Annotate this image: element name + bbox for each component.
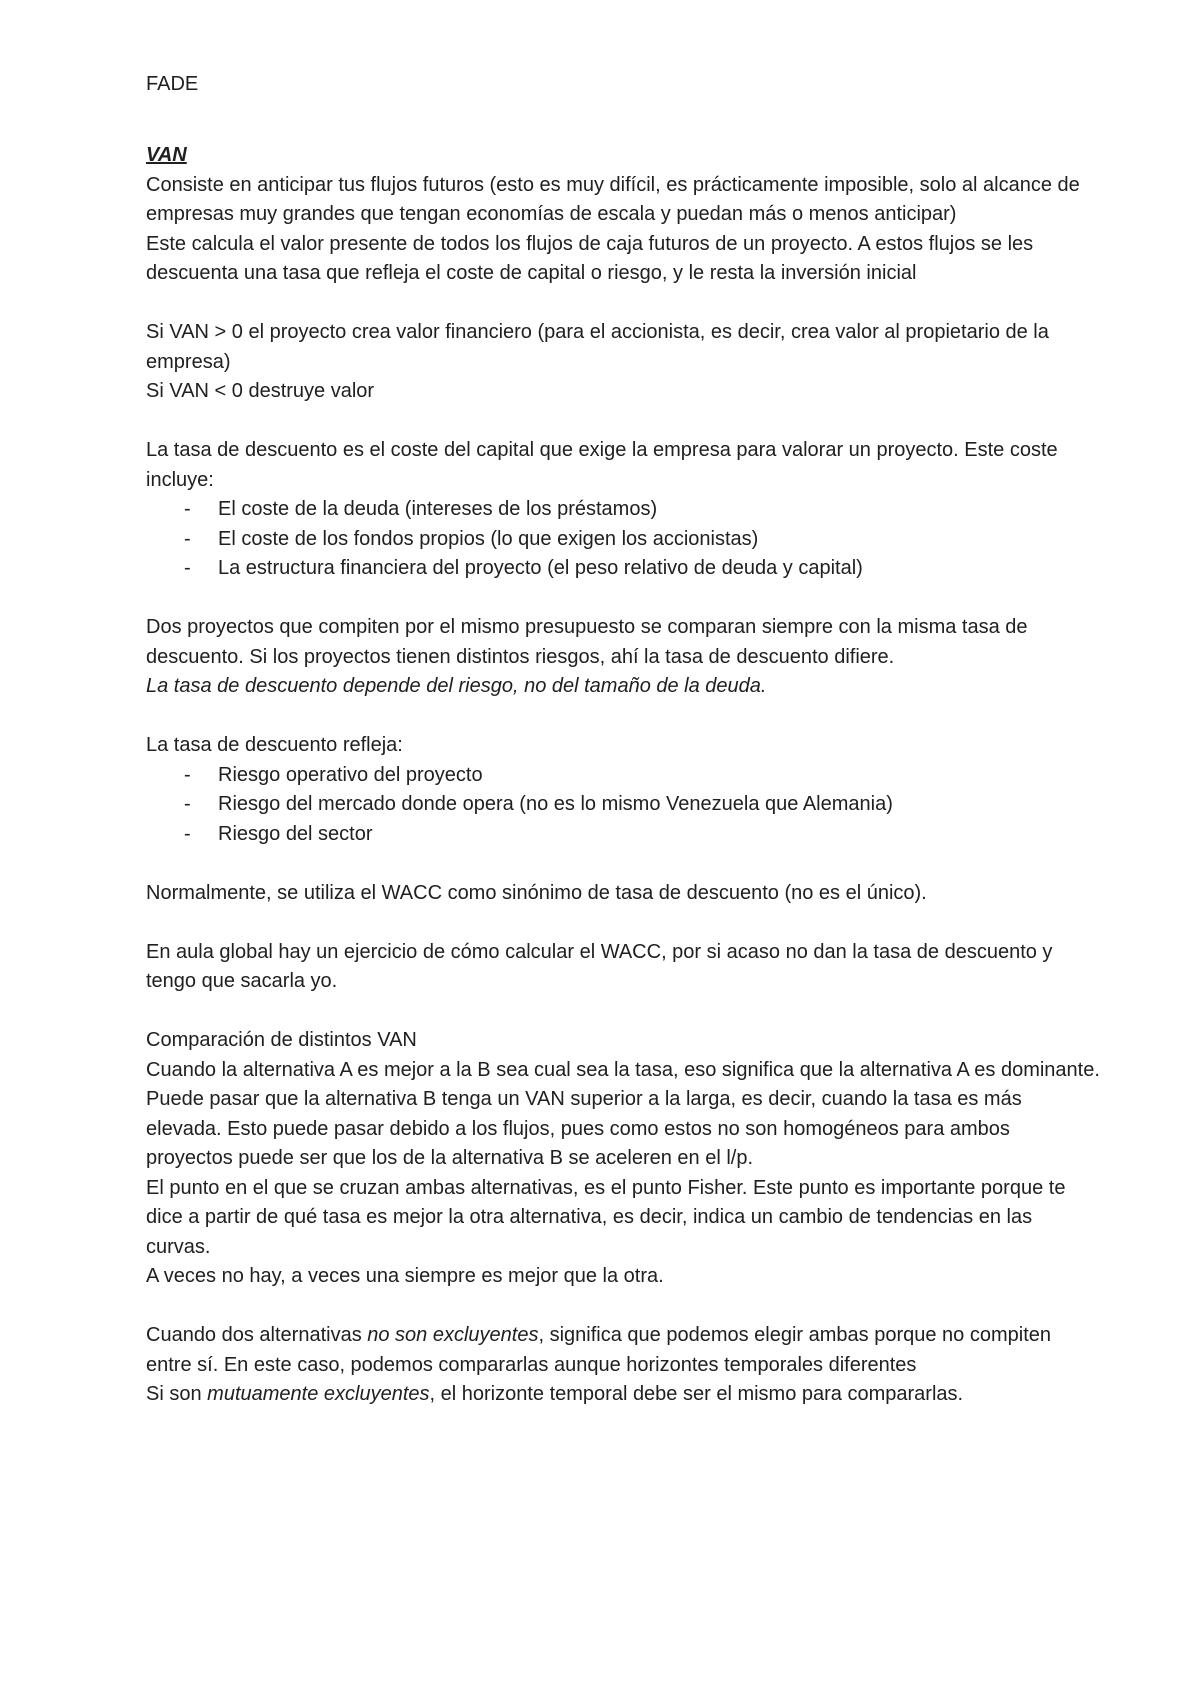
spacer [146,289,1100,319]
spacer [146,100,1100,130]
van-negative-paragraph: Si VAN < 0 destruye valor [146,380,375,402]
text-span: Si son [146,1383,208,1405]
italic-text: mutuamente excluyentes [207,1383,430,1405]
tasa-intro-paragraph: La tasa de descuento es el coste del capital que exige la empresa para valorar un proyecto. Este coste incluye: [146,439,1064,491]
list-item: - El coste de la deuda (intereses de los préstamos) [184,495,1100,525]
tasa-refleja-intro: La tasa de descuento refleja: [146,734,403,756]
van-intro-paragraph: Consiste en anticipar tus flujos futuros (esto es muy difícil, es prácticamente imposible, solo al alcance de empresas muy grandes que tengan economías de escala y puedan más o menos anticipar) [146,173,1086,225]
italic-text: La tasa de descuento depende del riesgo, no del tamaño de la deuda. [146,675,767,697]
spacer [146,849,1100,879]
document-title: FADE [146,73,199,95]
tasa-components-list [146,495,1100,584]
spacer [146,407,1100,437]
no-excluyentes-paragraph [146,1321,1100,1380]
text-span: , el horizonte temporal debe ser el mismo para compararlas. [429,1383,964,1405]
list-item: - Riesgo operativo del proyecto [184,761,1100,791]
spacer [146,702,1100,732]
spacer [146,908,1100,938]
comparacion-title: Comparación de distintos VAN [146,1029,417,1051]
aula-global-paragraph: En aula global hay un ejercicio de cómo calcular el WACC, por si acaso no dan la tasa de descuento y tengo que sacarla yo. [146,940,1058,992]
comparacion-paragraph-2: Puede pasar que la alternativa B tenga un VAN superior a la larga, es decir, cuando la tasa es más elevada. Esto puede pasar debido a los flujos, pues como estos no son homogéneos para ambos proyectos puede ser que los de la alternativa B se aceleren en el l/p. [146,1088,1028,1169]
comparacion-paragraph-3: El punto en el que se cruzan ambas alternativas, es el punto Fisher. Este punto es importante porque te dice a partir de qué tasa es mejor la otra alternativa, es decir, indica un cambio de tendencias en las curvas. [146,1176,1072,1258]
list-item: - La estructura financiera del proyecto (el peso relativo de deuda y capital) [184,554,1100,584]
tasa-compare-paragraph: Dos proyectos que compiten por el mismo presupuesto se comparan siempre con la misma tasa de descuento. Si los proyectos tienen distintos riesgos, ahí la tasa de descuento difiere. [146,616,1034,668]
list-item: - El coste de los fondos propios (lo que exigen los accionistas) [184,525,1100,555]
comparacion-paragraph-1: Cuando la alternativa A es mejor a la B sea cual sea la tasa, eso significa que la alternativa A es dominante. [146,1058,1100,1081]
spacer [146,129,1100,141]
comparacion-paragraph-4: A veces no hay, a veces una siempre es mejor que la otra. [146,1265,664,1287]
wacc-paragraph: Normalmente, se utiliza el WACC como sinónimo de tasa de descuento (no es el único). [146,881,927,904]
van-heading: VAN [146,144,187,166]
spacer [146,584,1100,614]
spacer [146,1292,1100,1322]
mutuamente-excluyentes-paragraph [146,1380,1100,1410]
spacer [146,997,1100,1027]
tasa-refleja-list [146,761,1100,850]
van-definition-paragraph: Este calcula el valor presente de todos los flujos de caja futuros de un proyecto. A estos flujos se les descuenta una tasa que refleja el coste de capital o riesgo, y le resta la inversión inicial [146,232,1039,284]
tasa-compare-italic [146,672,1100,702]
list-item: - Riesgo del mercado donde opera (no es lo mismo Venezuela que Alemania) [184,790,1100,820]
list-item: - Riesgo del sector [184,820,1100,850]
italic-text: no son excluyentes [367,1324,539,1346]
text-span: , significa que podemos elegir ambas porque no compiten entre sí. En este caso, podemos compararlas aunque horizontes temporales diferentes [146,1324,1057,1376]
van-positive-paragraph: Si VAN > 0 el proyecto crea valor financiero (para el accionista, es decir, crea valor al propietario de la empresa) [146,321,1055,373]
text-span: Cuando dos alternativas [146,1324,368,1346]
